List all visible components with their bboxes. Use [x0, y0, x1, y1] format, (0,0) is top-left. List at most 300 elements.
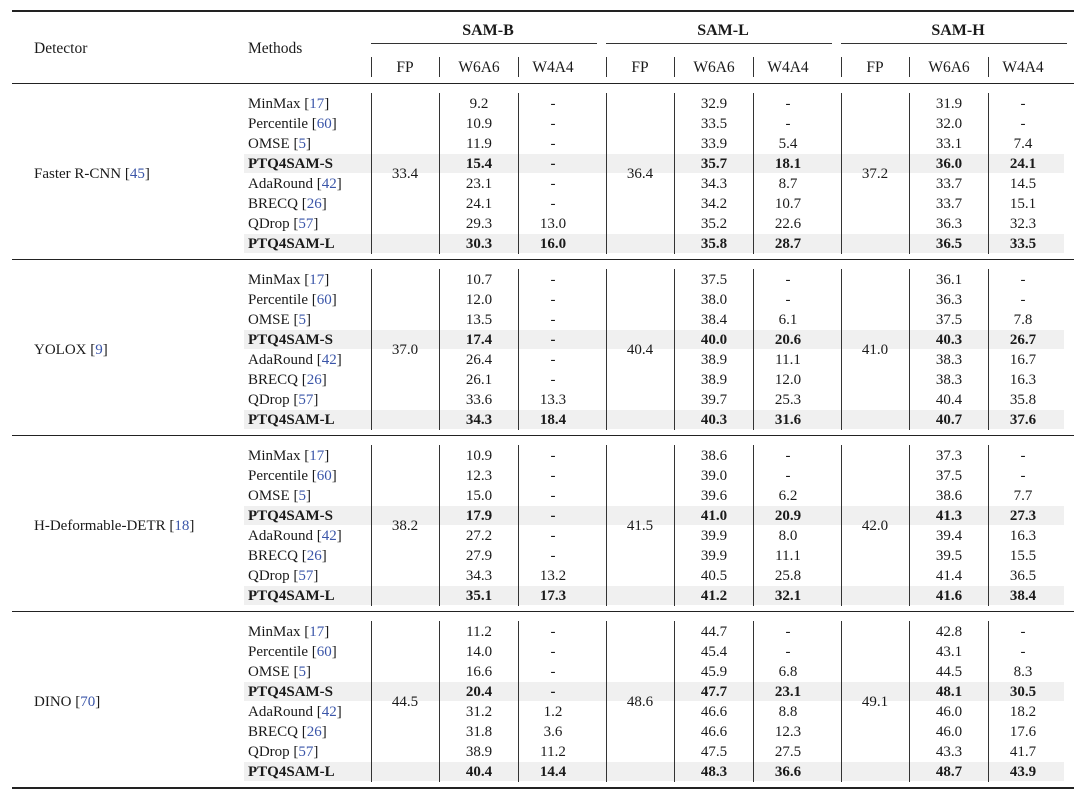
value-cell: 33.7: [935, 176, 963, 192]
detector-header: Detector: [34, 40, 88, 57]
subcol-header-sam-b-w6a6: W6A6: [458, 59, 500, 76]
fp-value: 33.4: [391, 166, 419, 182]
value-cell: 39.9: [700, 528, 728, 544]
value-cell: 14.4: [539, 764, 567, 780]
section-rule-1: [12, 259, 1074, 260]
value-cell: 36.5: [935, 236, 963, 252]
method-name-text: BRECQ: [248, 196, 299, 212]
method-name: [248, 234, 335, 254]
col-separator: [841, 445, 842, 606]
value-cell: 30.3: [465, 236, 493, 252]
value-cell: 40.0: [700, 332, 728, 348]
value-cell: 34.3: [465, 568, 493, 584]
subcol-header-sam-b-w4a4: W4A4: [532, 59, 574, 76]
value-cell: -: [550, 292, 556, 308]
citation: 42: [321, 352, 337, 368]
method-name-text: Percentile: [248, 644, 308, 660]
value-cell: 45.4: [700, 644, 728, 660]
value-cell: 37.5: [700, 272, 728, 288]
citation: 60: [316, 468, 332, 484]
value-cell: 22.6: [774, 216, 802, 232]
fp-value: 48.6: [626, 694, 654, 710]
value-cell: 8.3: [1013, 664, 1033, 680]
col-separator: [841, 57, 842, 77]
value-cell: 40.3: [700, 412, 728, 428]
value-cell: 15.4: [465, 156, 493, 172]
value-cell: -: [785, 272, 791, 288]
value-cell: 41.4: [935, 568, 963, 584]
value-cell: 36.6: [774, 764, 802, 780]
method-name-text: PTQ4SAM-S: [248, 508, 334, 524]
value-cell: 3.6: [543, 724, 563, 740]
citation: 17: [309, 448, 325, 464]
col-separator: [753, 621, 754, 782]
subcol-header-sam-h-fp: FP: [866, 59, 884, 76]
value-cell: 35.1: [465, 588, 493, 604]
value-cell: 37.5: [935, 468, 963, 484]
col-separator: [988, 269, 989, 430]
value-cell: -: [785, 624, 791, 640]
value-cell: 46.6: [700, 724, 728, 740]
value-cell: 35.8: [700, 236, 728, 252]
method-name-text: OMSE: [248, 136, 290, 152]
method-name: [248, 154, 333, 174]
value-cell: -: [550, 448, 556, 464]
method-name: AdaRound [42]: [248, 352, 342, 368]
value-cell: 11.2: [540, 744, 566, 760]
value-cell: 26.7: [1009, 332, 1037, 348]
fp-value: 41.0: [861, 342, 889, 358]
value-cell: 39.7: [700, 392, 728, 408]
value-cell: 33.9: [700, 136, 728, 152]
col-separator: [674, 269, 675, 430]
col-separator: [518, 621, 519, 782]
fp-value: 41.5: [626, 518, 654, 534]
value-cell: 32.3: [1009, 216, 1037, 232]
citation: 5: [298, 136, 306, 152]
value-cell: -: [550, 176, 556, 192]
method-name-text: PTQ4SAM-L: [248, 588, 335, 604]
value-cell: -: [785, 116, 791, 132]
value-cell: 38.9: [465, 744, 493, 760]
method-name: Percentile [60]: [248, 644, 337, 660]
method-name: [248, 410, 335, 430]
method-name-text: AdaRound: [248, 528, 313, 544]
value-cell: 13.5: [465, 312, 493, 328]
value-cell: 36.3: [935, 216, 963, 232]
method-name: [248, 506, 333, 526]
method-name-text: OMSE: [248, 312, 290, 328]
value-cell: 20.4: [465, 684, 493, 700]
fp-value: 44.5: [391, 694, 419, 710]
method-name: MinMax [17]: [248, 96, 330, 112]
detector-name-text: DINO: [34, 694, 72, 710]
col-separator: [606, 93, 607, 254]
value-cell: 12.0: [465, 292, 493, 308]
value-cell: 46.6: [700, 704, 728, 720]
subcol-header-sam-l-w4a4: W4A4: [767, 59, 809, 76]
value-cell: 42.8: [935, 624, 963, 640]
value-cell: 39.9: [700, 548, 728, 564]
fp-value: 37.0: [391, 342, 419, 358]
value-cell: -: [550, 96, 556, 112]
value-cell: -: [550, 644, 556, 660]
method-name: Percentile [60]: [248, 468, 337, 484]
value-cell: 14.5: [1009, 176, 1037, 192]
value-cell: -: [550, 136, 556, 152]
value-cell: 46.0: [935, 724, 963, 740]
col-separator: [439, 93, 440, 254]
value-cell: 24.1: [465, 196, 493, 212]
value-cell: 6.2: [778, 488, 798, 504]
value-cell: 43.3: [935, 744, 963, 760]
method-name-text: AdaRound: [248, 352, 313, 368]
col-separator: [909, 57, 910, 77]
value-cell: 38.6: [935, 488, 963, 504]
value-cell: -: [550, 156, 556, 172]
col-separator: [518, 93, 519, 254]
value-cell: 29.3: [465, 216, 493, 232]
method-name-text: AdaRound: [248, 704, 313, 720]
value-cell: 31.8: [465, 724, 493, 740]
value-cell: 33.1: [935, 136, 963, 152]
col-separator: [988, 57, 989, 77]
value-cell: 16.6: [465, 664, 493, 680]
value-cell: 23.1: [465, 176, 493, 192]
value-cell: -: [1020, 624, 1026, 640]
method-name-text: BRECQ: [248, 372, 299, 388]
value-cell: -: [785, 96, 791, 112]
method-name-text: PTQ4SAM-L: [248, 236, 335, 252]
value-cell: 38.0: [700, 292, 728, 308]
subcol-header-sam-h-w6a6: W6A6: [928, 59, 970, 76]
citation: 42: [321, 528, 337, 544]
value-cell: -: [550, 468, 556, 484]
value-cell: 25.8: [774, 568, 802, 584]
detector-name: Faster R-CNN [45]: [34, 166, 150, 182]
group-underline-sam-l: [606, 43, 832, 44]
value-cell: -: [550, 272, 556, 288]
citation: 17: [309, 96, 325, 112]
col-separator: [988, 93, 989, 254]
value-cell: -: [1020, 292, 1026, 308]
col-separator: [674, 93, 675, 254]
value-cell: -: [1020, 272, 1026, 288]
method-name: AdaRound [42]: [248, 176, 342, 192]
citation: 26: [306, 724, 322, 740]
value-cell: 33.5: [1009, 236, 1037, 252]
value-cell: 27.5: [774, 744, 802, 760]
method-name: MinMax [17]: [248, 272, 330, 288]
citation: 9: [95, 342, 103, 358]
value-cell: 41.0: [700, 508, 728, 524]
value-cell: 31.6: [774, 412, 802, 428]
value-cell: 38.9: [700, 372, 728, 388]
value-cell: -: [1020, 644, 1026, 660]
col-separator: [371, 445, 372, 606]
method-name-text: PTQ4SAM-L: [248, 764, 335, 780]
value-cell: 35.7: [700, 156, 728, 172]
value-cell: 41.3: [935, 508, 963, 524]
value-cell: -: [550, 528, 556, 544]
method-name: OMSE [5]: [248, 664, 311, 680]
detector-name-text: H-Deformable-DETR: [34, 518, 166, 534]
value-cell: 43.9: [1009, 764, 1037, 780]
value-cell: 37.6: [1009, 412, 1037, 428]
method-name-text: QDrop: [248, 216, 290, 232]
col-separator: [674, 445, 675, 606]
method-name: OMSE [5]: [248, 312, 311, 328]
col-separator: [606, 269, 607, 430]
col-separator: [909, 621, 910, 782]
method-name: QDrop [57]: [248, 744, 319, 760]
value-cell: 10.7: [465, 272, 493, 288]
value-cell: 10.9: [465, 448, 493, 464]
subcol-header-sam-l-w6a6: W6A6: [693, 59, 735, 76]
method-name-text: Percentile: [248, 468, 308, 484]
method-name: QDrop [57]: [248, 568, 319, 584]
value-cell: 35.2: [700, 216, 728, 232]
value-cell: 27.3: [1009, 508, 1037, 524]
value-cell: 20.9: [774, 508, 802, 524]
value-cell: 37.5: [935, 312, 963, 328]
value-cell: 26.4: [465, 352, 493, 368]
value-cell: 16.0: [539, 236, 567, 252]
method-name: AdaRound [42]: [248, 704, 342, 720]
value-cell: 28.7: [774, 236, 802, 252]
method-name: QDrop [57]: [248, 216, 319, 232]
fp-value: 42.0: [861, 518, 889, 534]
value-cell: 8.8: [778, 704, 798, 720]
citation: 60: [316, 292, 332, 308]
value-cell: 7.4: [1013, 136, 1033, 152]
col-separator: [674, 621, 675, 782]
value-cell: 38.6: [700, 448, 728, 464]
citation: 70: [80, 694, 96, 710]
detector-name: YOLOX [9]: [34, 342, 108, 358]
results-table: [12, 10, 1074, 790]
value-cell: -: [550, 372, 556, 388]
value-cell: -: [785, 448, 791, 464]
value-cell: 45.9: [700, 664, 728, 680]
method-name: AdaRound [42]: [248, 528, 342, 544]
methods-header: Methods: [248, 40, 303, 57]
value-cell: 32.1: [774, 588, 802, 604]
value-cell: 33.6: [465, 392, 493, 408]
value-cell: 34.3: [465, 412, 493, 428]
citation: 45: [129, 166, 145, 182]
value-cell: -: [550, 488, 556, 504]
method-name: BRECQ [26]: [248, 548, 327, 564]
citation: 57: [298, 744, 314, 760]
method-name-text: MinMax: [248, 96, 301, 112]
group-underline-sam-h: [841, 43, 1067, 44]
col-separator: [439, 269, 440, 430]
value-cell: -: [785, 468, 791, 484]
value-cell: 6.1: [778, 312, 798, 328]
col-separator: [841, 621, 842, 782]
value-cell: 36.3: [935, 292, 963, 308]
col-separator: [606, 621, 607, 782]
method-name-text: PTQ4SAM-S: [248, 684, 334, 700]
value-cell: 39.6: [700, 488, 728, 504]
value-cell: 26.1: [465, 372, 493, 388]
fp-value: 37.2: [861, 166, 889, 182]
value-cell: 27.9: [465, 548, 493, 564]
citation: 26: [306, 372, 322, 388]
value-cell: 17.6: [1009, 724, 1037, 740]
bottom-rule: [12, 787, 1074, 789]
value-cell: 12.0: [774, 372, 802, 388]
group-underline-sam-b: [371, 43, 597, 44]
col-separator: [518, 269, 519, 430]
value-cell: 8.0: [778, 528, 798, 544]
fp-value: 40.4: [626, 342, 654, 358]
section-rule-2: [12, 435, 1074, 436]
value-cell: -: [550, 684, 556, 700]
value-cell: 15.0: [465, 488, 493, 504]
detector-name: H-Deformable-DETR [18]: [34, 518, 195, 534]
value-cell: -: [550, 196, 556, 212]
value-cell: 31.9: [935, 96, 963, 112]
method-name-text: PTQ4SAM-L: [248, 412, 335, 428]
value-cell: 41.7: [1009, 744, 1037, 760]
value-cell: 40.5: [700, 568, 728, 584]
value-cell: 14.0: [465, 644, 493, 660]
value-cell: 38.4: [700, 312, 728, 328]
col-separator: [909, 445, 910, 606]
value-cell: 15.5: [1009, 548, 1037, 564]
col-separator: [371, 93, 372, 254]
citation: 5: [298, 312, 306, 328]
value-cell: 18.2: [1009, 704, 1037, 720]
method-name: MinMax [17]: [248, 448, 330, 464]
value-cell: 40.7: [935, 412, 963, 428]
fp-value: 49.1: [861, 694, 889, 710]
value-cell: 17.3: [539, 588, 567, 604]
method-name: [248, 682, 333, 702]
value-cell: 5.4: [778, 136, 798, 152]
citation: 5: [298, 664, 306, 680]
value-cell: 12.3: [774, 724, 802, 740]
col-separator: [674, 57, 675, 77]
method-name-text: PTQ4SAM-S: [248, 332, 334, 348]
method-name: OMSE [5]: [248, 488, 311, 504]
value-cell: 13.0: [539, 216, 567, 232]
citation: 26: [306, 548, 322, 564]
value-cell: 32.0: [935, 116, 963, 132]
top-rule: [12, 10, 1074, 12]
citation: 17: [309, 624, 325, 640]
value-cell: 11.2: [466, 624, 492, 640]
detector-name-text: YOLOX: [34, 342, 87, 358]
method-name-text: MinMax: [248, 448, 301, 464]
method-name-text: BRECQ: [248, 548, 299, 564]
value-cell: 11.1: [775, 352, 801, 368]
value-cell: 15.1: [1009, 196, 1037, 212]
value-cell: 41.2: [700, 588, 728, 604]
method-name: QDrop [57]: [248, 392, 319, 408]
value-cell: 36.0: [935, 156, 963, 172]
method-name: Percentile [60]: [248, 116, 337, 132]
subcol-header-sam-b-fp: FP: [396, 59, 414, 76]
value-cell: 39.4: [935, 528, 963, 544]
method-name-text: Percentile: [248, 116, 308, 132]
method-name: Percentile [60]: [248, 292, 337, 308]
value-cell: 48.1: [935, 684, 963, 700]
col-separator: [371, 57, 372, 77]
col-separator: [753, 57, 754, 77]
value-cell: 39.5: [935, 548, 963, 564]
value-cell: -: [550, 664, 556, 680]
value-cell: 44.5: [935, 664, 963, 680]
citation: 60: [316, 116, 332, 132]
method-name: [248, 330, 333, 350]
group-header-sam-l: SAM-L: [697, 22, 749, 39]
col-separator: [841, 93, 842, 254]
value-cell: 40.4: [465, 764, 493, 780]
value-cell: 25.3: [774, 392, 802, 408]
method-name-text: BRECQ: [248, 724, 299, 740]
value-cell: 7.7: [1013, 488, 1033, 504]
col-separator: [439, 57, 440, 77]
section-rule-3: [12, 611, 1074, 612]
value-cell: 10.7: [774, 196, 802, 212]
method-name-text: OMSE: [248, 664, 290, 680]
value-cell: 32.9: [700, 96, 728, 112]
value-cell: 40.3: [935, 332, 963, 348]
method-name-text: PTQ4SAM-S: [248, 156, 334, 172]
value-cell: 36.5: [1009, 568, 1037, 584]
citation: 57: [298, 568, 314, 584]
value-cell: -: [550, 312, 556, 328]
col-separator: [606, 57, 607, 77]
col-separator: [909, 93, 910, 254]
value-cell: -: [550, 548, 556, 564]
value-cell: -: [1020, 468, 1026, 484]
method-name: [248, 586, 335, 606]
value-cell: -: [550, 624, 556, 640]
col-separator: [988, 445, 989, 606]
value-cell: 12.3: [465, 468, 493, 484]
method-name-text: MinMax: [248, 272, 301, 288]
value-cell: 24.1: [1009, 156, 1037, 172]
citation: 42: [321, 176, 337, 192]
value-cell: 43.1: [935, 644, 963, 660]
value-cell: 38.3: [935, 352, 963, 368]
value-cell: 37.3: [935, 448, 963, 464]
col-separator: [518, 445, 519, 606]
value-cell: 47.7: [700, 684, 728, 700]
value-cell: -: [785, 644, 791, 660]
citation: 18: [174, 518, 190, 534]
value-cell: 31.2: [465, 704, 493, 720]
col-separator: [606, 445, 607, 606]
citation: 42: [321, 704, 337, 720]
method-name-text: QDrop: [248, 744, 290, 760]
value-cell: 36.1: [935, 272, 963, 288]
detector-name-text: Faster R-CNN: [34, 166, 122, 182]
col-separator: [439, 621, 440, 782]
value-cell: -: [550, 116, 556, 132]
value-cell: 18.4: [539, 412, 567, 428]
citation: 26: [306, 196, 322, 212]
method-name-text: AdaRound: [248, 176, 313, 192]
method-name-text: MinMax: [248, 624, 301, 640]
subcol-header-sam-l-fp: FP: [631, 59, 649, 76]
col-separator: [909, 269, 910, 430]
value-cell: 34.2: [700, 196, 728, 212]
